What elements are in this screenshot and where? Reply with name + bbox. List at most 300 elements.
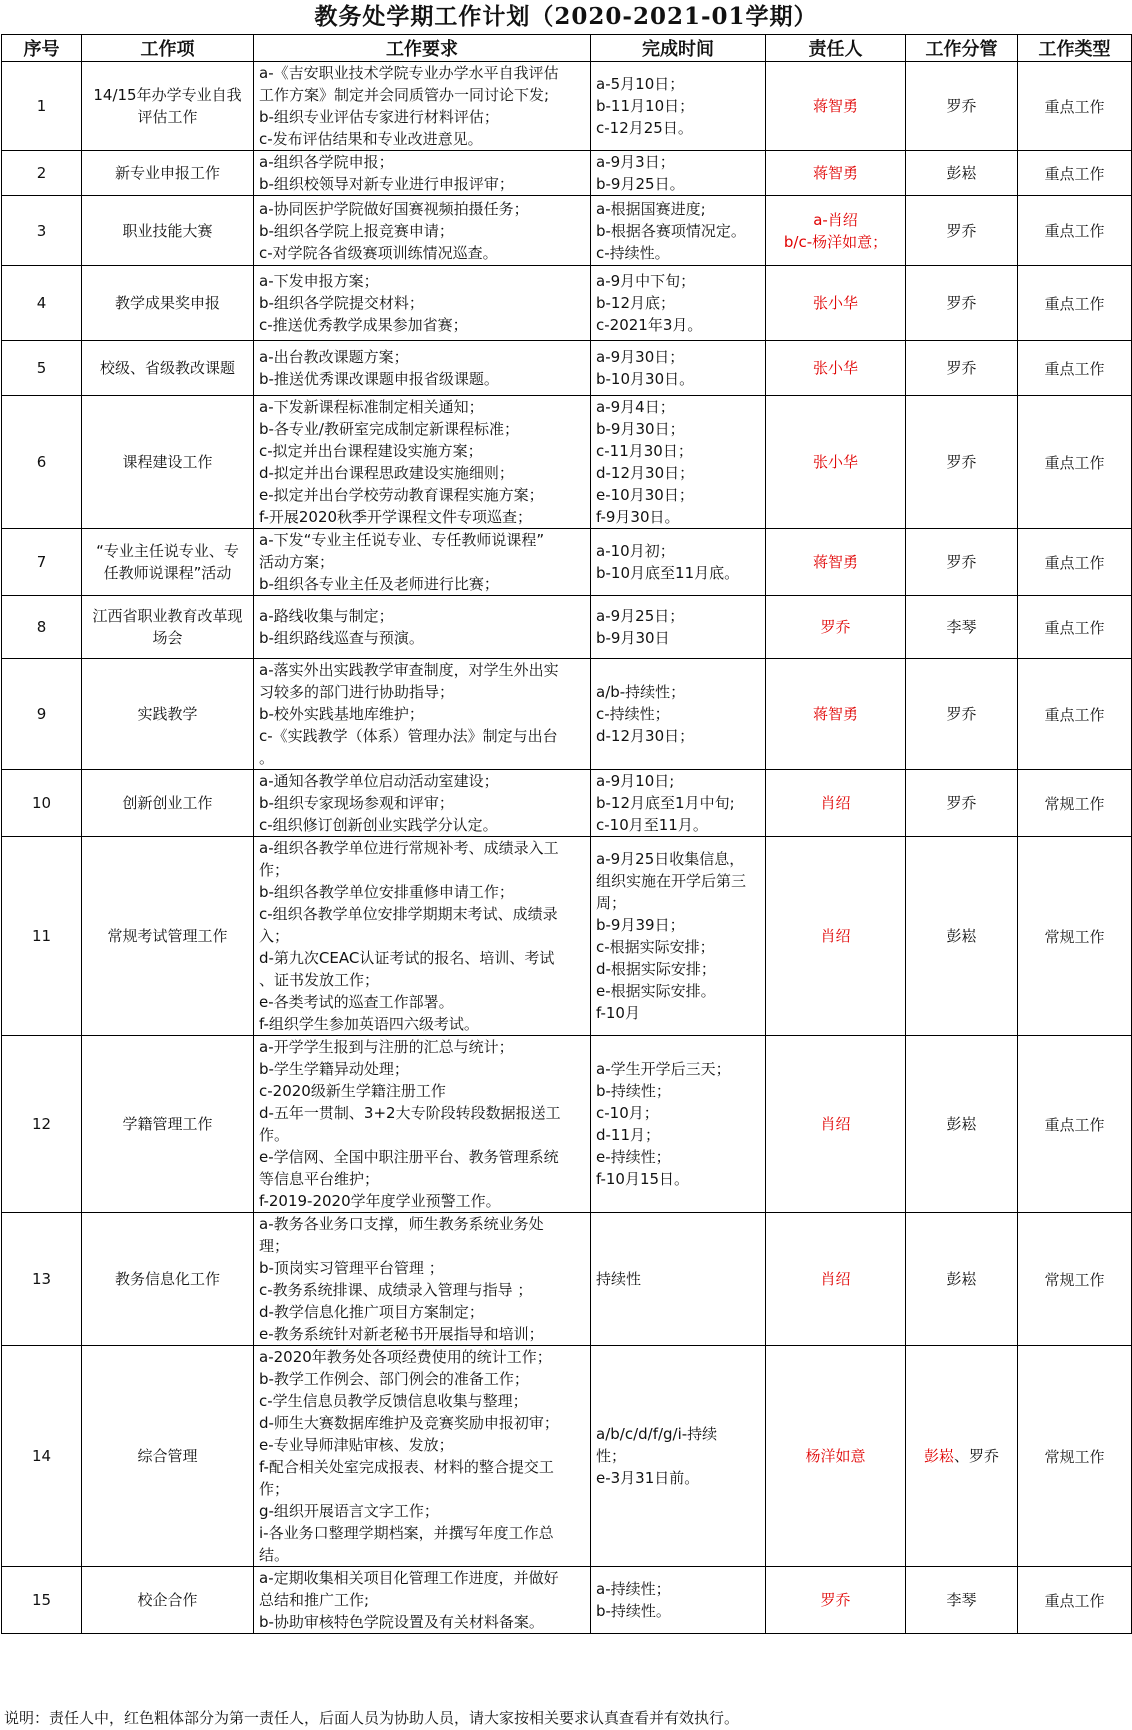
time-line: b-根据各赛项情况定。 xyxy=(596,221,746,240)
manager-name: 彭崧 xyxy=(946,164,977,182)
requirement-line: 工作方案》制定并会同质管办一同讨论下发; xyxy=(259,86,550,104)
time-line: a-9月25日收集信息， xyxy=(596,850,745,868)
work-type: 重点工作 xyxy=(1018,151,1132,196)
requirement-line: c-《实践教学（体系）管理办法》制定与出台 xyxy=(259,727,558,745)
work-requirement xyxy=(254,596,591,659)
work-requirement xyxy=(254,1213,591,1346)
requirement-line: 作。 xyxy=(259,1126,290,1144)
requirement-line: a-开学学生报到与注册的汇总与统计； xyxy=(259,1038,514,1056)
row-number: 10 xyxy=(2,770,82,837)
work-item-line: 课程建设工作 xyxy=(122,453,213,471)
requirement-line: b-组织各学院提交材料； xyxy=(259,294,424,312)
person-name: 肖绍 xyxy=(820,1270,851,1288)
row-number: 13 xyxy=(2,1213,82,1346)
manager-name: 罗乔 xyxy=(946,221,977,240)
manager-group xyxy=(911,1589,1012,1611)
manager-group xyxy=(911,792,1012,814)
time-line: b-10月30日。 xyxy=(596,370,695,388)
requirement-line: c-拟定并出台课程建设实施方案； xyxy=(259,442,483,460)
requirement-line: a-组织各学院申报； xyxy=(259,153,394,171)
header-cell-item: 工作项 xyxy=(82,35,254,62)
person-name: 杨洋如意 xyxy=(805,1447,866,1465)
manager-name: 李琴 xyxy=(946,1591,977,1609)
work-requirement xyxy=(254,196,591,266)
time-line: b-12月底； xyxy=(596,294,676,312)
table-row xyxy=(2,1567,1132,1634)
time-line: c-12月25日。 xyxy=(596,119,693,137)
requirement-line: b-组织校领导对新专业进行申报评审； xyxy=(259,175,514,193)
work-requirement xyxy=(254,1036,591,1213)
manager-group xyxy=(911,220,1012,242)
work-requirement xyxy=(254,1567,591,1634)
time-line: b-12月底至1月中旬; xyxy=(596,794,735,812)
work-item-line: 校企合作 xyxy=(137,1591,198,1609)
footnote: 说明：责任人中，红色粗体部分为第一责任人，后面人员为协助人员，请大家按相关要求认真查看并有效执行。 xyxy=(4,1709,740,1727)
row-number: 5 xyxy=(2,341,82,396)
time-line: c-11月30日； xyxy=(596,442,693,460)
manager-name: 罗乔 xyxy=(946,453,977,471)
work-item-line: 实践教学 xyxy=(137,705,198,723)
requirement-line: 作； xyxy=(259,861,290,879)
person-name: a-肖绍 xyxy=(813,210,858,229)
time-line: b-9月39日； xyxy=(596,916,685,934)
manager-name: 彭崧 xyxy=(946,1270,977,1288)
time-line: c-根据实际安排； xyxy=(596,938,715,956)
completion-time xyxy=(591,837,766,1036)
time-line: e-10月30日； xyxy=(596,486,694,504)
row-number: 12 xyxy=(2,1036,82,1213)
time-line: b-10月底至11月底。 xyxy=(596,564,740,582)
responsible-person xyxy=(766,266,906,341)
manager xyxy=(906,196,1018,266)
requirement-line: b-学生学籍异动处理； xyxy=(259,1060,409,1078)
manager xyxy=(906,659,1018,770)
time-line: c-持续性。 xyxy=(596,243,670,262)
work-item xyxy=(82,151,254,196)
requirement-line: b-推送优秀课改课题申报省级课题。 xyxy=(259,370,499,388)
requirement-line: b-组织各专业主任及老师进行比赛； xyxy=(259,575,499,593)
work-requirement xyxy=(254,837,591,1036)
manager-group xyxy=(911,703,1012,725)
time-line: b-9月30日 xyxy=(596,629,670,647)
completion-time xyxy=(591,529,766,596)
manager xyxy=(906,341,1018,396)
requirement-line: 等信息平台维护； xyxy=(259,1170,380,1188)
manager-group xyxy=(911,162,1012,184)
work-item-line: 学籍管理工作 xyxy=(122,1115,213,1133)
responsible-person xyxy=(766,1567,906,1634)
manager-name: 、罗乔 xyxy=(954,1447,1000,1465)
work-type: 重点工作 xyxy=(1018,196,1132,266)
person-name: b/c-杨洋如意； xyxy=(783,232,888,251)
requirement-line: a-出台教改课题方案； xyxy=(259,348,409,366)
manager-group xyxy=(911,1445,1012,1467)
time-line: a-10月初； xyxy=(596,542,675,560)
requirement-line: f-配合相关处室完成报表、材料的整合提交工 xyxy=(259,1458,554,1476)
requirement-line: c-学生信息员教学反馈信息收集与整理； xyxy=(259,1392,528,1410)
completion-time xyxy=(591,1567,766,1634)
requirement-line: b-组织专家现场参观和评审； xyxy=(259,794,454,812)
row-number: 7 xyxy=(2,529,82,596)
table-row xyxy=(2,151,1132,196)
header-cell-person: 责任人 xyxy=(766,35,906,62)
completion-time xyxy=(591,266,766,341)
manager-group xyxy=(911,1113,1012,1135)
requirement-line: 总结和推广工作; xyxy=(259,1591,370,1609)
time-line: 持续性 xyxy=(596,1270,642,1288)
work-requirement xyxy=(254,341,591,396)
time-line: d-11月； xyxy=(596,1126,661,1144)
requirement-line: c-发布评估结果和专业改进意见。 xyxy=(259,130,483,148)
requirement-line: c-推送优秀教学成果参加省赛； xyxy=(259,316,468,334)
time-line: c-2021年3月。 xyxy=(596,316,703,334)
time-line: f-10月 xyxy=(596,1004,640,1022)
person-name: 肖绍 xyxy=(820,927,851,945)
work-item-line: 新专业申报工作 xyxy=(114,164,220,182)
manager-group xyxy=(911,616,1012,638)
requirement-line: b-组织专业评估专家进行材料评估； xyxy=(259,108,499,126)
work-item xyxy=(82,196,254,266)
work-item-line: 教务信息化工作 xyxy=(114,1270,220,1288)
work-type: 常规工作 xyxy=(1018,1346,1132,1567)
manager xyxy=(906,396,1018,529)
time-line: a-学生开学后三天； xyxy=(596,1060,731,1078)
requirement-line: b-各专业/教研室完成制定新课程标准； xyxy=(259,420,519,438)
requirement-line: c-组织修订创新创业实践学分认定。 xyxy=(259,816,498,834)
table-row xyxy=(2,1346,1132,1567)
manager xyxy=(906,62,1018,151)
requirement-line: 作； xyxy=(259,1480,290,1498)
work-item-line: 任教师说课程”活动 xyxy=(103,564,232,582)
row-number: 6 xyxy=(2,396,82,529)
requirement-line: e-教务系统针对新老秘书开展指导和培训； xyxy=(259,1325,544,1343)
requirement-line: a-组织各教学单位进行常规补考、成绩录入工 xyxy=(259,839,559,857)
requirement-line: 活动方案； xyxy=(259,553,335,571)
requirement-line: e-拟定并出台学校劳动教育课程实施方案； xyxy=(259,486,544,504)
requirement-line: b-顶岗实习管理平台管理 ； xyxy=(259,1259,444,1277)
requirement-line: g-组织开展语言文字工作； xyxy=(259,1502,439,1520)
completion-time xyxy=(591,396,766,529)
person-name: 罗乔 xyxy=(820,618,851,636)
time-line: 性； xyxy=(596,1447,627,1465)
requirement-line: f-开展2020秋季开学课程文件专项巡查； xyxy=(259,508,533,526)
work-item xyxy=(82,396,254,529)
manager-name: 罗乔 xyxy=(946,359,977,377)
work-item xyxy=(82,266,254,341)
row-number: 8 xyxy=(2,596,82,659)
time-line: a-9月25日； xyxy=(596,607,685,625)
responsible-person xyxy=(766,1213,906,1346)
work-type: 重点工作 xyxy=(1018,341,1132,396)
work-item xyxy=(82,659,254,770)
time-line: a-根据国赛进度; xyxy=(596,199,706,218)
time-line: c-持续性； xyxy=(596,705,670,723)
requirement-line: a-路线收集与制定； xyxy=(259,607,394,625)
manager-name: 罗乔 xyxy=(946,294,977,312)
responsible-person xyxy=(766,659,906,770)
work-plan-table xyxy=(1,34,1132,1634)
person-name: 张小华 xyxy=(812,453,858,471)
responsible-person xyxy=(766,529,906,596)
requirement-line: a-落实外出实践教学审查制度，对学生外出实 xyxy=(259,661,559,679)
time-line: f-9月30日。 xyxy=(596,508,680,526)
work-type: 重点工作 xyxy=(1018,1036,1132,1213)
work-type: 重点工作 xyxy=(1018,596,1132,659)
requirement-line: a-下发申报方案； xyxy=(259,272,379,290)
person-name: 蒋智勇 xyxy=(812,97,858,115)
manager-name: 彭崧 xyxy=(946,1115,977,1133)
requirement-line: 理； xyxy=(259,1237,290,1255)
person-name: 蒋智勇 xyxy=(812,164,858,182)
row-number: 2 xyxy=(2,151,82,196)
requirement-line: b-协助审核特色学院设置及有关材料备案。 xyxy=(259,1613,544,1631)
requirement-line: c-2020级新生学籍注册工作 xyxy=(259,1082,446,1100)
time-line: e-持续性； xyxy=(596,1148,671,1166)
completion-time xyxy=(591,596,766,659)
requirement-line: a-通知各教学单位启动活动室建设； xyxy=(259,772,499,790)
requirement-line: 、证书发放工作； xyxy=(259,971,380,989)
requirement-line: c-教务系统排课、成绩录入管理与指导 ； xyxy=(259,1281,533,1299)
requirement-line: b-教学工作例会、部门例会的准备工作； xyxy=(259,1370,529,1388)
manager-name: 彭崧 xyxy=(923,1447,954,1465)
requirement-line: b-组织路线巡查与预演。 xyxy=(259,629,424,647)
time-line: b-9月25日。 xyxy=(596,175,685,193)
table-row xyxy=(2,266,1132,341)
requirement-line: b-校外实践基地库维护； xyxy=(259,705,424,723)
person-name: 张小华 xyxy=(812,359,858,377)
manager-group xyxy=(911,292,1012,314)
work-type: 常规工作 xyxy=(1018,1213,1132,1346)
work-item xyxy=(82,62,254,151)
time-line: b-11月10日； xyxy=(596,97,695,115)
work-requirement xyxy=(254,151,591,196)
responsible-person xyxy=(766,151,906,196)
work-type: 重点工作 xyxy=(1018,529,1132,596)
table-row xyxy=(2,396,1132,529)
time-line: a-9月3日； xyxy=(596,153,675,171)
table-row xyxy=(2,529,1132,596)
manager-group xyxy=(911,551,1012,573)
manager xyxy=(906,151,1018,196)
manager xyxy=(906,266,1018,341)
time-line: d-根据实际安排； xyxy=(596,960,716,978)
requirement-line: a-协同医护学院做好国赛视频拍摄任务； xyxy=(259,199,529,218)
row-number: 4 xyxy=(2,266,82,341)
requirement-line: 习较多的部门进行协助指导； xyxy=(259,683,455,701)
work-item-line: 校级、省级教改课题 xyxy=(99,359,235,377)
time-line: c-10月； xyxy=(596,1104,659,1122)
work-requirement xyxy=(254,659,591,770)
manager-name: 罗乔 xyxy=(946,97,977,115)
requirement-line: d-拟定并出台课程思政建设实施细则； xyxy=(259,464,514,482)
manager-name: 罗乔 xyxy=(946,705,977,723)
work-item xyxy=(82,1036,254,1213)
work-type: 重点工作 xyxy=(1018,1567,1132,1634)
work-item-line: 教学成果奖申报 xyxy=(114,294,220,312)
requirement-line: a-《吉安职业技术学院专业办学水平自我评估 xyxy=(259,64,559,82)
work-item-line: 综合管理 xyxy=(137,1447,198,1465)
person-name: 蒋智勇 xyxy=(812,705,858,723)
completion-time xyxy=(591,62,766,151)
manager xyxy=(906,837,1018,1036)
manager xyxy=(906,529,1018,596)
time-line: e-3月31日前。 xyxy=(596,1469,700,1487)
responsible-person xyxy=(766,1346,906,1567)
responsible-person xyxy=(766,62,906,151)
time-line: b-9月30日； xyxy=(596,420,685,438)
responsible-person xyxy=(766,196,906,266)
time-line: d-12月30日； xyxy=(596,727,695,745)
work-item xyxy=(82,341,254,396)
table-row xyxy=(2,341,1132,396)
work-item-line: 江西省职业教育改革现 xyxy=(92,607,243,625)
table-row xyxy=(2,1036,1132,1213)
requirement-line: e-各类考试的巡查工作部署。 xyxy=(259,993,454,1011)
manager xyxy=(906,1567,1018,1634)
completion-time xyxy=(591,1213,766,1346)
work-requirement xyxy=(254,266,591,341)
header-cell-manager: 工作分管 xyxy=(906,35,1018,62)
requirement-line: 入； xyxy=(259,927,290,945)
work-type: 重点工作 xyxy=(1018,266,1132,341)
time-line: a-9月30日； xyxy=(596,348,685,366)
work-item-line: 创新创业工作 xyxy=(122,794,213,812)
header-cell-no: 序号 xyxy=(2,35,82,62)
person-name: 蒋智勇 xyxy=(812,553,858,571)
header-cell-time: 完成时间 xyxy=(591,35,766,62)
work-type: 常规工作 xyxy=(1018,837,1132,1036)
work-item xyxy=(82,770,254,837)
requirement-line: d-第九次CEAC认证考试的报名、培训、考试 xyxy=(259,949,555,967)
table-row xyxy=(2,596,1132,659)
manager-name: 罗乔 xyxy=(946,553,977,571)
time-line: a-9月中下旬； xyxy=(596,272,696,290)
work-type: 常规工作 xyxy=(1018,770,1132,837)
requirement-line: b-组织各教学单位安排重修申请工作； xyxy=(259,883,514,901)
sheet-title: 教务处学期工作计划（2020-2021-01学期） xyxy=(314,3,818,30)
completion-time xyxy=(591,196,766,266)
work-item-line: 场会 xyxy=(152,629,183,647)
row-number: 11 xyxy=(2,837,82,1036)
completion-time xyxy=(591,151,766,196)
work-requirement xyxy=(254,396,591,529)
row-number: 15 xyxy=(2,1567,82,1634)
manager xyxy=(906,1036,1018,1213)
responsible-person xyxy=(766,837,906,1036)
requirement-line: f-2019-2020学年度学业预警工作。 xyxy=(259,1192,501,1210)
work-item xyxy=(82,1213,254,1346)
completion-time xyxy=(591,1036,766,1213)
table-row xyxy=(2,196,1132,266)
manager xyxy=(906,1213,1018,1346)
time-line: a/b-持续性； xyxy=(596,683,686,701)
manager-group xyxy=(911,1268,1012,1290)
work-item-line: 14/15年办学专业自我 xyxy=(93,86,242,104)
manager xyxy=(906,1346,1018,1567)
responsible-person xyxy=(766,770,906,837)
header-cell-requirement: 工作要求 xyxy=(254,35,591,62)
completion-time xyxy=(591,341,766,396)
time-line: a-9月4日； xyxy=(596,398,675,416)
requirement-line: a-定期收集相关项目化管理工作进度，并做好 xyxy=(259,1569,559,1587)
header-cell-type: 工作类型 xyxy=(1018,35,1132,62)
row-number: 9 xyxy=(2,659,82,770)
table-row xyxy=(2,62,1132,151)
work-type: 重点工作 xyxy=(1018,659,1132,770)
time-line: b-持续性； xyxy=(596,1082,671,1100)
requirement-line: d-教学信息化推广项目方案制定； xyxy=(259,1303,484,1321)
responsible-person xyxy=(766,1036,906,1213)
work-item xyxy=(82,596,254,659)
work-requirement xyxy=(254,1346,591,1567)
time-line: a/b/c/d/f/g/i-持续 xyxy=(596,1425,718,1443)
requirement-line: d-五年一贯制、3+2大专阶段转段数据报送工 xyxy=(259,1104,561,1122)
requirement-line: 。 xyxy=(259,749,275,767)
requirement-line: i-各业务口整理学期档案，并撰写年度工作总 xyxy=(259,1524,554,1542)
manager-group xyxy=(911,357,1012,379)
work-item xyxy=(82,1567,254,1634)
manager-name: 罗乔 xyxy=(946,794,977,812)
table-row xyxy=(2,770,1132,837)
time-line: f-10月15日。 xyxy=(596,1170,690,1188)
time-line: b-持续性。 xyxy=(596,1602,671,1620)
work-type: 重点工作 xyxy=(1018,396,1132,529)
person-name: 肖绍 xyxy=(820,794,851,812)
table-row xyxy=(2,659,1132,770)
requirement-line: a-下发“专业主任说专业、专任教师说课程” xyxy=(259,531,545,549)
responsible-person xyxy=(766,396,906,529)
requirement-line: f-组织学生参加英语四六级考试。 xyxy=(259,1015,479,1033)
requirement-line: a-教务各业务口支撑，师生教务系统业务处 xyxy=(259,1215,544,1233)
requirement-line: a-下发新课程标准制定相关通知； xyxy=(259,398,484,416)
time-line: a-9月10日; xyxy=(596,772,675,790)
completion-time xyxy=(591,659,766,770)
requirement-line: e-学信网、全国中职注册平台、教务管理系统 xyxy=(259,1148,559,1166)
time-line: d-12月30日； xyxy=(596,464,695,482)
responsible-person xyxy=(766,341,906,396)
row-number: 3 xyxy=(2,196,82,266)
manager xyxy=(906,596,1018,659)
work-type: 重点工作 xyxy=(1018,62,1132,151)
person-name: 肖绍 xyxy=(820,1115,851,1133)
time-line: c-10月至11月。 xyxy=(596,816,708,834)
work-item-line: 评估工作 xyxy=(137,108,198,126)
requirement-line: c-组织各教学单位安排学期期末考试、成绩录 xyxy=(259,905,558,923)
time-line: 周； xyxy=(596,894,627,912)
requirement-line: b-组织各学院上报竞赛申请； xyxy=(259,221,454,240)
row-number: 1 xyxy=(2,62,82,151)
manager xyxy=(906,770,1018,837)
time-line: e-根据实际安排。 xyxy=(596,982,716,1000)
work-requirement xyxy=(254,62,591,151)
time-line: a-持续性； xyxy=(596,1580,671,1598)
work-requirement xyxy=(254,529,591,596)
time-line: a-5月10日； xyxy=(596,75,685,93)
manager-group xyxy=(911,925,1012,947)
person-name: 张小华 xyxy=(812,294,858,312)
row-number: 14 xyxy=(2,1346,82,1567)
work-item xyxy=(82,1346,254,1567)
header-row xyxy=(2,35,1132,62)
work-requirement xyxy=(254,770,591,837)
table-row xyxy=(2,1213,1132,1346)
requirement-line: d-师生大赛数据库维护及竞赛奖励申报初审； xyxy=(259,1414,559,1432)
requirement-line: a-2020年教务处各项经费使用的统计工作； xyxy=(259,1348,552,1366)
table-row xyxy=(2,837,1132,1036)
work-item-line: 职业技能大赛 xyxy=(122,221,213,240)
requirement-line: 结。 xyxy=(259,1546,290,1564)
work-item xyxy=(82,529,254,596)
